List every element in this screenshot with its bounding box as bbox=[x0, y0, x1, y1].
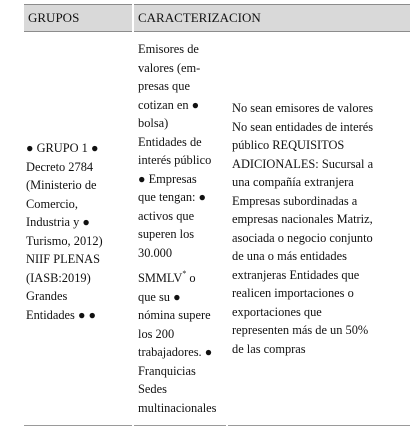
caracterizacion-line: cotizan en ● bbox=[138, 97, 200, 112]
caracterizacion-line: que tengan: ● bbox=[138, 190, 207, 204]
requisitos-line: No sean emisores de valores bbox=[232, 101, 374, 115]
requisitos-line: asociada o negocio conjunto bbox=[232, 230, 373, 245]
bottom-rule-caracterizacion bbox=[134, 425, 226, 426]
caracterizacion-line: los 200 bbox=[138, 326, 175, 341]
requisitos-cell bbox=[232, 99, 408, 358]
caracterizacion-line: activos que bbox=[138, 208, 195, 223]
grupo-line: Turismo, 2012) bbox=[26, 233, 103, 248]
requisitos-line: público REQUISITOS bbox=[232, 138, 345, 152]
grupo-line: Comercio, bbox=[26, 196, 78, 211]
smmlv-suffix: o bbox=[186, 271, 196, 285]
grupo-line: Grandes bbox=[26, 289, 68, 303]
caracterizacion-line: Emisores de bbox=[138, 42, 199, 56]
caracterizacion-line: 30.000 bbox=[138, 245, 173, 260]
requisitos-line: realicen importaciones o bbox=[232, 286, 354, 300]
caracterizacion-line: superen los bbox=[138, 227, 195, 241]
grupo-line: NIIF PLENAS bbox=[26, 252, 101, 266]
header-grupos bbox=[24, 5, 132, 31]
grupo-line: (Ministerio de bbox=[26, 178, 97, 192]
requisitos-line: ADICIONALES: Sucursal a bbox=[232, 156, 374, 171]
header-caracterizacion-label: CARACTERIZACION bbox=[138, 10, 261, 25]
grupo-line: Industria y ● bbox=[26, 215, 90, 229]
grupo-line: ● GRUPO 1 ● bbox=[26, 141, 99, 155]
caracterizacion-line: trabajadores. ● bbox=[138, 345, 213, 359]
caracterizacion-line: nómina supere bbox=[138, 308, 211, 322]
smmlv-text: SMMLV bbox=[138, 271, 183, 285]
grupo-line: (IASB:2019) bbox=[26, 270, 91, 285]
requisitos-line: exportaciones que bbox=[232, 304, 322, 319]
requisitos-line: empresas nacionales Matriz, bbox=[232, 212, 373, 226]
bottom-rule-requisitos bbox=[228, 425, 410, 426]
requisitos-line: de una o más entidades bbox=[232, 249, 347, 263]
requisitos-line: Empresas subordinadas a bbox=[232, 193, 358, 208]
requisitos-line: una compañía extranjera bbox=[232, 175, 354, 189]
caracterizacion-line: bolsa) bbox=[138, 116, 169, 130]
grupo-line: Entidades ● ● bbox=[26, 307, 97, 322]
bottom-rule-grupos bbox=[24, 425, 132, 426]
header-caracterizacion bbox=[134, 5, 410, 31]
caracterizacion-line: Franquicias bbox=[138, 363, 196, 378]
requisitos-line: extranjeras Entidades que bbox=[232, 267, 360, 282]
header-bottom-rule-caracterizacion bbox=[134, 31, 410, 32]
caracterizacion-line: multinacionales bbox=[138, 400, 217, 415]
smmlv-footnote-mark: * bbox=[182, 269, 187, 278]
caracterizacion-line: que su ● bbox=[138, 289, 181, 304]
requisitos-line: No sean entidades de interés bbox=[232, 119, 374, 134]
caracterizacion-cell bbox=[138, 40, 228, 417]
caracterizacion-line: valores (em- bbox=[138, 60, 201, 75]
caracterizacion-line: Sedes bbox=[138, 382, 167, 396]
grupo-cell bbox=[26, 139, 132, 324]
caracterizacion-line: presas que bbox=[138, 79, 190, 93]
caracterizacion-line: ● Empresas bbox=[138, 171, 197, 186]
caracterizacion-line: interés público bbox=[138, 153, 212, 167]
header-bottom-rule-grupos bbox=[24, 31, 132, 32]
requisitos-line: representen más de un 50% bbox=[232, 323, 369, 337]
header-grupos-label: GRUPOS bbox=[28, 10, 80, 25]
caracterizacion-line: Entidades de bbox=[138, 134, 202, 149]
smmlv-line bbox=[138, 269, 228, 288]
grupo-line: Decreto 2784 bbox=[26, 159, 94, 174]
requisitos-line: de las compras bbox=[232, 341, 306, 356]
